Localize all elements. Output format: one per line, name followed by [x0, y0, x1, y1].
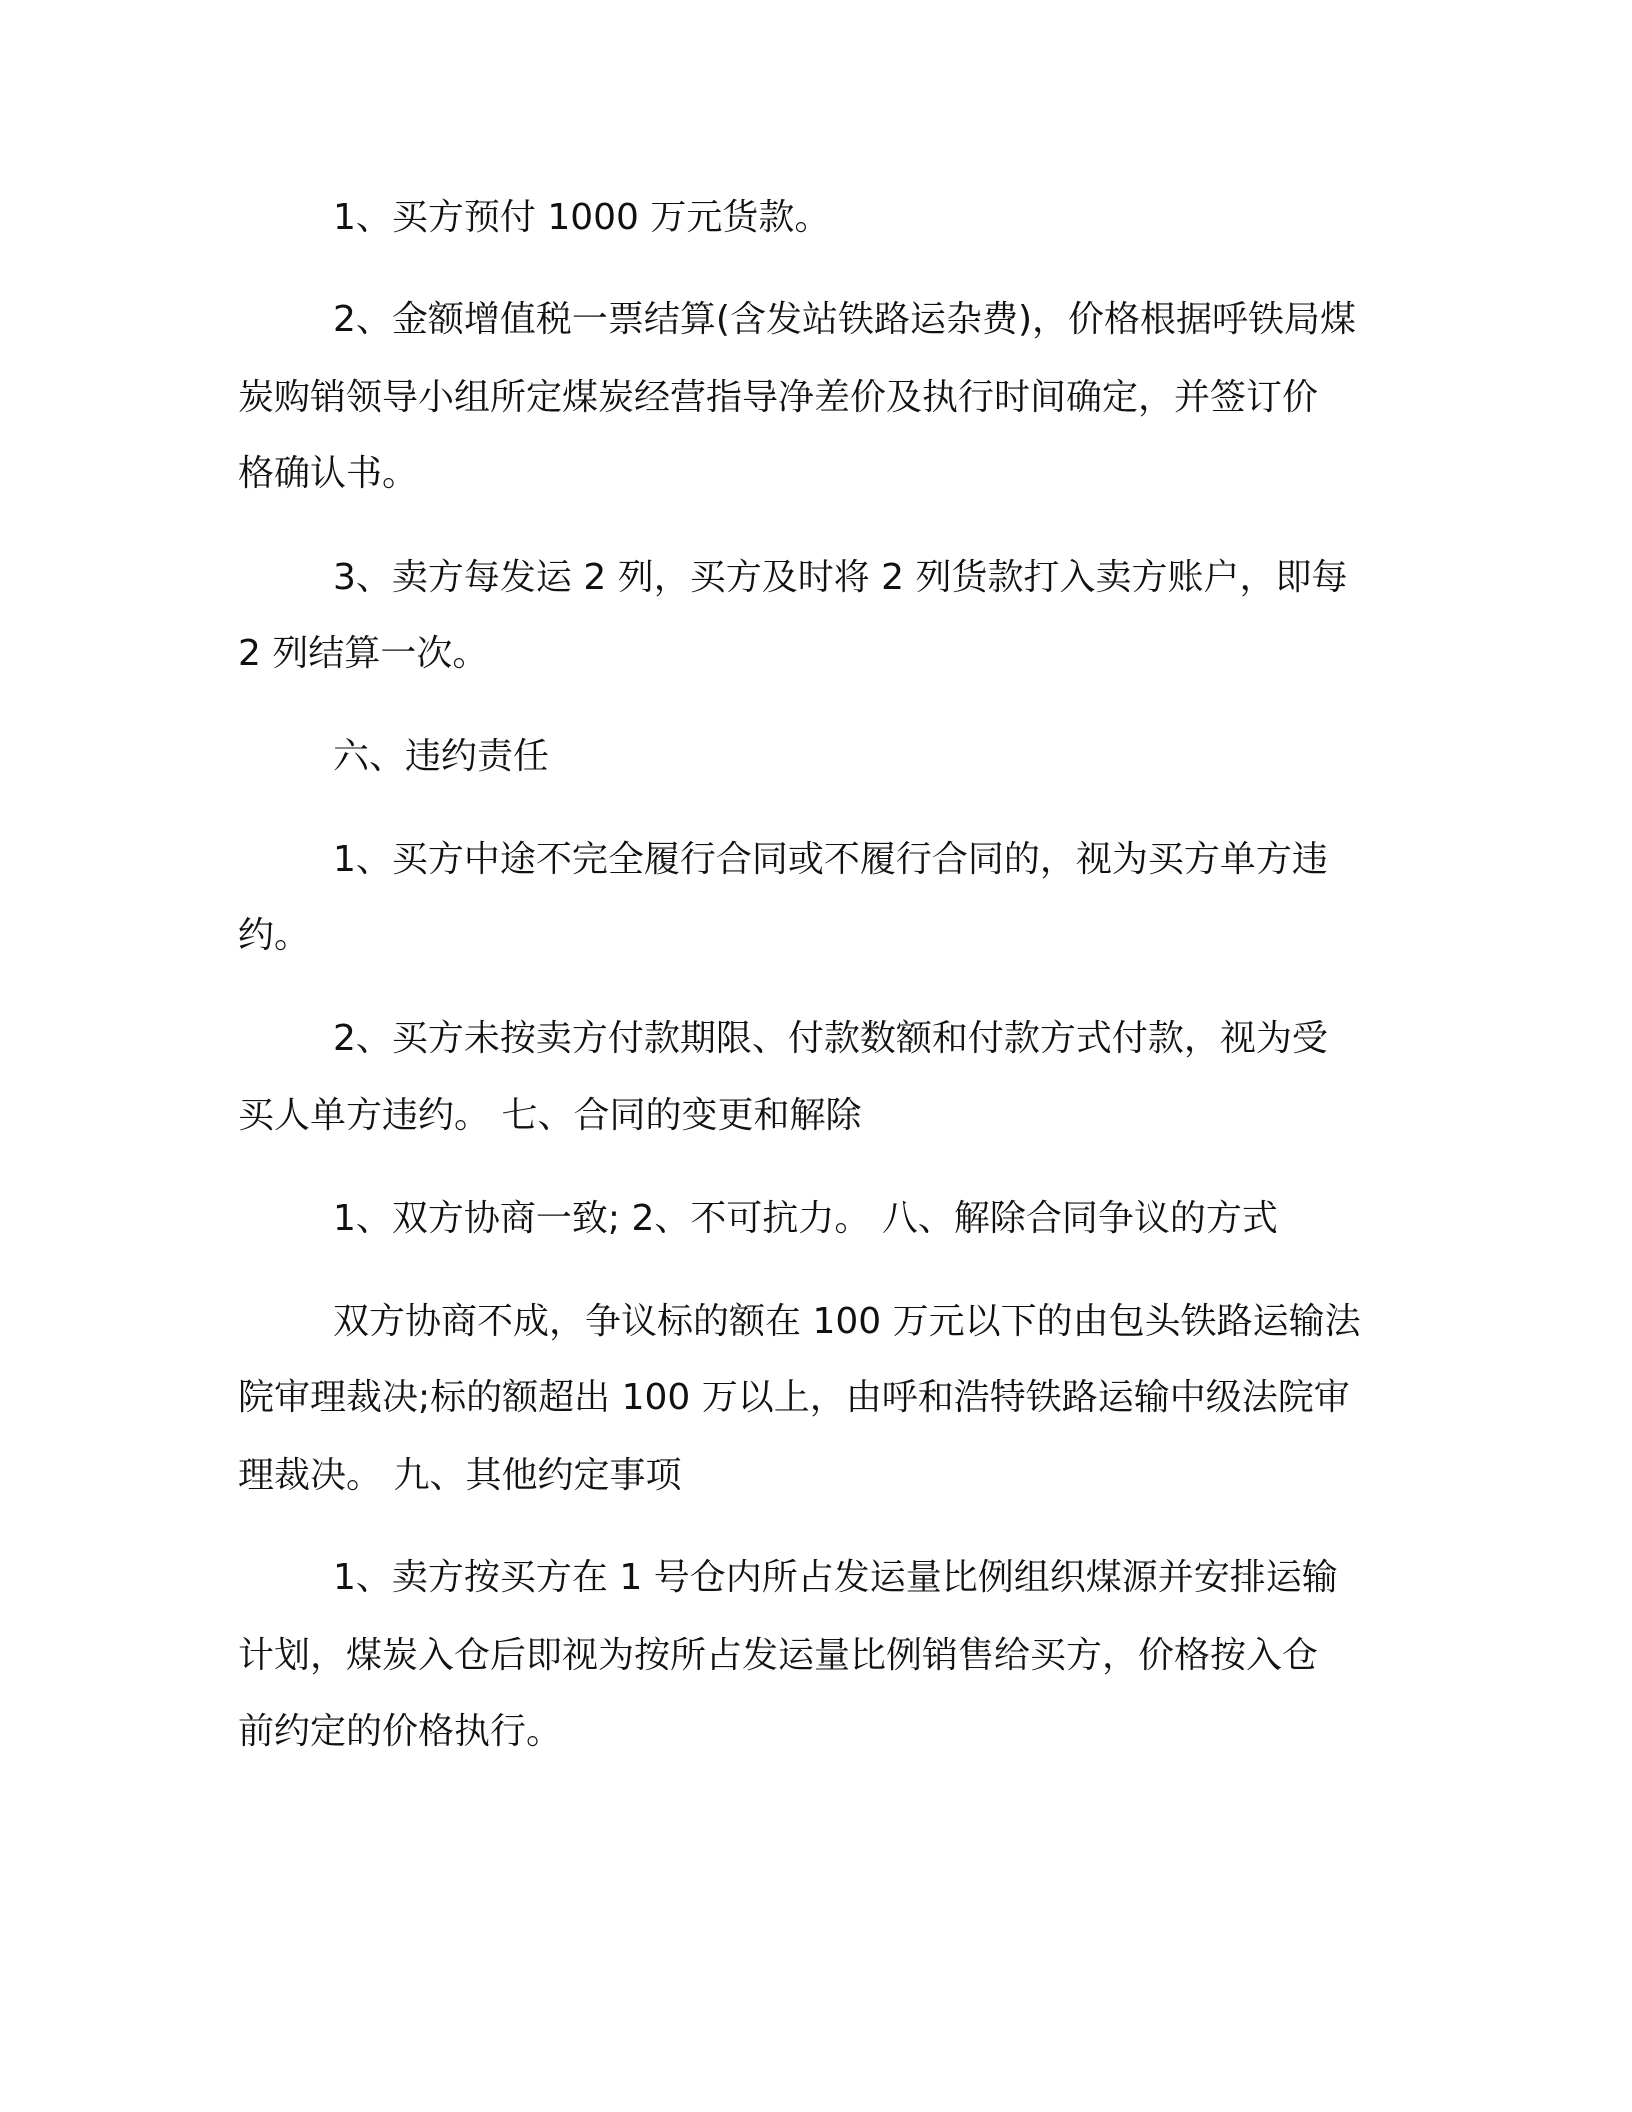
liability-item-2-line-2: 买人单方违约。 七、合同的变更和解除 [238, 1095, 862, 1136]
dispute-line-1: 双方协商不成，争议标的额在 100 万元以下的由包头铁路运输法 [333, 1301, 1361, 1342]
payment-item-1-line-1: 1、买方预付 1000 万元货款。 [333, 197, 831, 238]
liability-item-2-line-1: 2、买方未按卖方付款期限、付款数额和付款方式付款，视为受 [333, 1018, 1328, 1059]
other-item-1-line-1: 1、卖方按买方在 1 号仓内所占发运量比例组织煤源并安排运输 [333, 1557, 1338, 1598]
liability-item-1-line-1: 1、买方中途不完全履行合同或不履行合同的，视为买方单方违 [333, 839, 1328, 880]
payment-item-2-line-2: 炭购销领导小组所定煤炭经营指导净差价及执行时间确定，并签订价 [238, 377, 1319, 418]
liability-item-1-line-2: 约。 [238, 915, 311, 956]
payment-item-2-line-1: 2、金额增值税一票结算(含发站铁路运杂费)，价格根据呼铁局煤 [333, 299, 1356, 340]
dispute-line-3: 理裁决。 九、其他约定事项 [238, 1455, 682, 1496]
payment-item-3-line-2: 2 列结算一次。 [238, 633, 489, 674]
dispute-line-2: 院审理裁决;标的额超出 100 万以上，由呼和浩特铁路运输中级法院审 [238, 1377, 1350, 1418]
other-item-1-line-2: 计划，煤炭入仓后即视为按所占发运量比例销售给买方，价格按入仓 [238, 1635, 1319, 1676]
payment-item-3-line-1: 3、卖方每发运 2 列，买方及时将 2 列货款打入卖方账户，即每 [333, 557, 1348, 598]
termination-items-line: 1、双方协商一致; 2、不可抗力。 八、解除合同争议的方式 [333, 1198, 1278, 1239]
other-item-1-line-3: 前约定的价格执行。 [238, 1711, 563, 1752]
payment-item-2-line-3: 格确认书。 [238, 453, 419, 494]
section-heading-liability: 六、违约责任 [333, 736, 550, 777]
